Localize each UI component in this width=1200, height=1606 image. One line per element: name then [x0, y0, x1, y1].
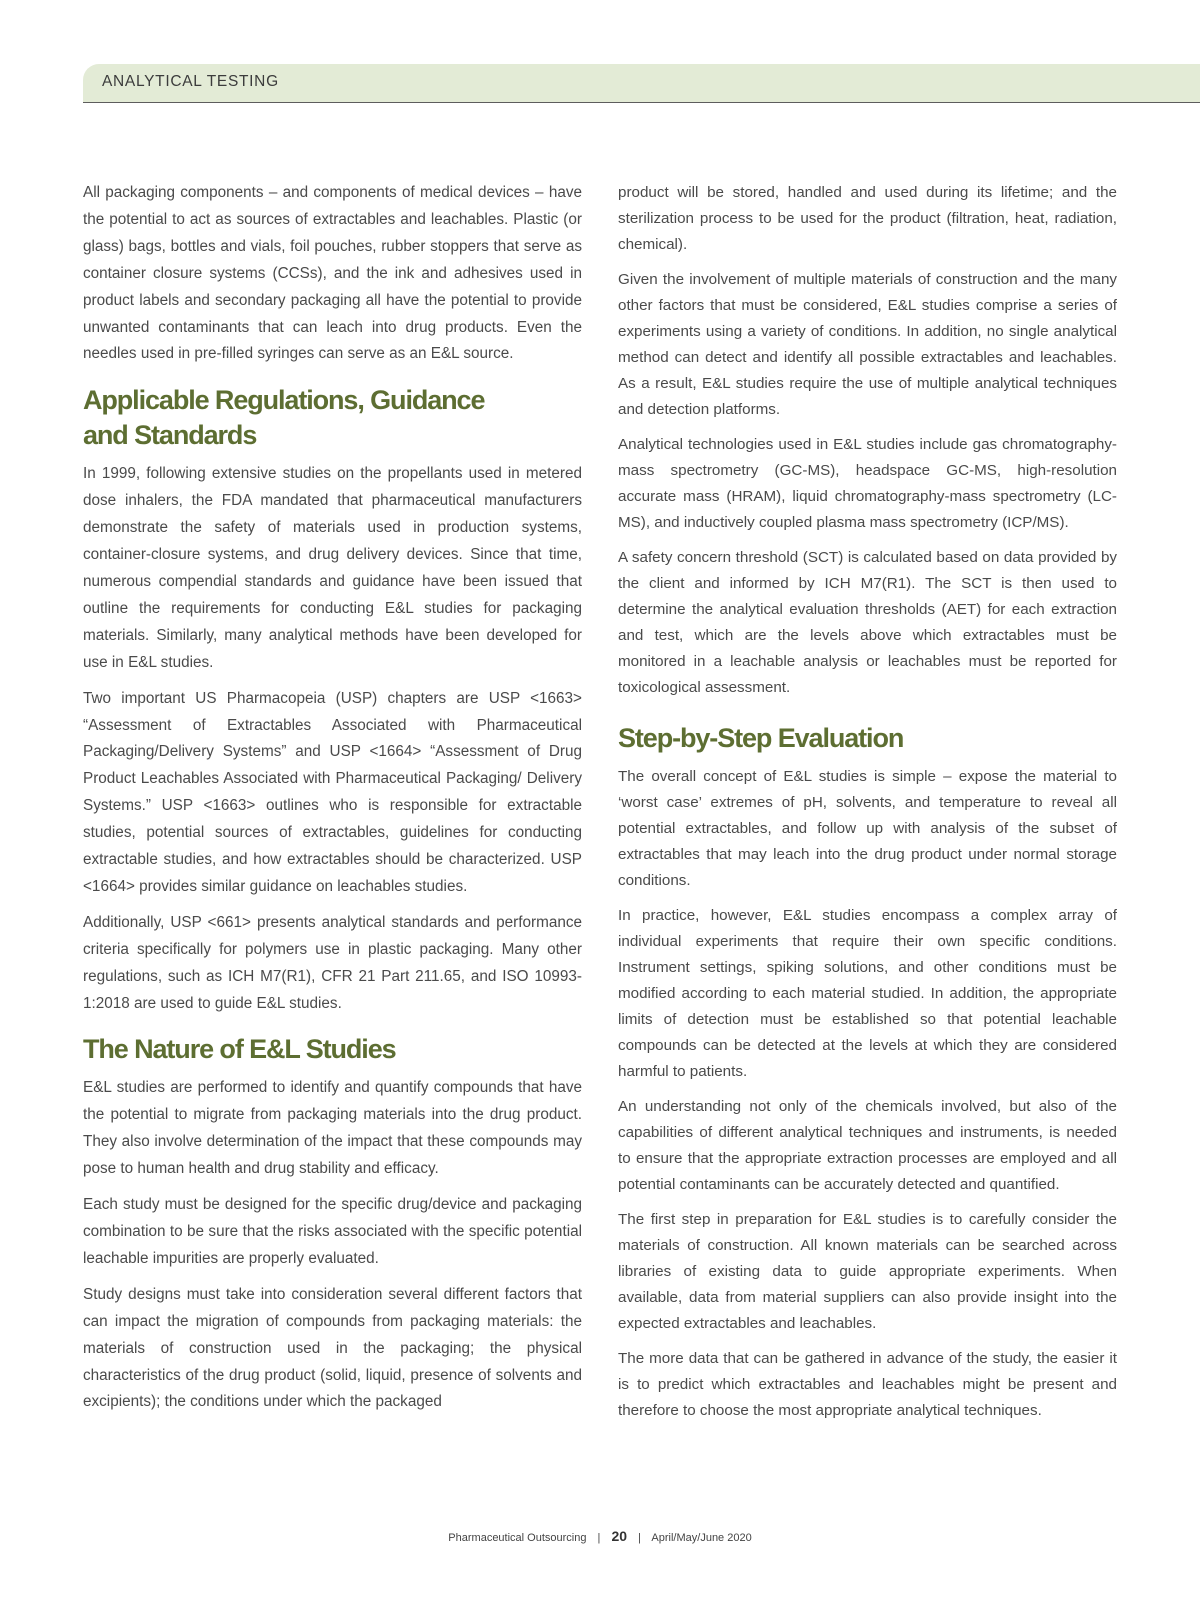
- page-number: 20: [611, 1528, 628, 1544]
- nature-paragraph-3: Study designs must take into consideration several different factors that can impact the migration of compounds from packaging materials: the materials of construction used in the packaging; the physical characteristics of the drug product (solid, liquid, presence of solvents and excipients); the conditions under which the packaged: [83, 1285, 582, 1411]
- right-column: [618, 180, 1117, 1433]
- step-paragraph-1: The overall concept of E&L studies is simple – expose the material to ‘worst case’ extremes of pH, solvents, and temperature to reveal all potential extractables, and follow up with analysis of the subset of extractables that may leach into the drug product under normal storage conditions.: [618, 768, 1117, 889]
- technologies-paragraph: Analytical technologies used in E&L studies include gas chromatography-mass spectrometry (GC-MS), headspace GC-MS, high-resolution accurate mass (HRAM), liquid chromatography-mass spectrometry (LC-MS), and inductively coupled plasma mass spectrometry (ICP/MS).: [618, 436, 1117, 531]
- step-paragraph-3: An understanding not only of the chemicals involved, but also of the capabilities of different analytical techniques and instruments, is needed to ensure that the appropriate extraction processes are employed and all potential contaminants can be accurately detected and quantified.: [618, 1098, 1117, 1193]
- footer-separator: |: [597, 1532, 601, 1544]
- intro-paragraph: All packaging components – and components of medical devices – have the potential to act as sources of extractables and leachables. Plastic (or glass) bags, bottles and vials, foil pouches, rubber stoppers that serve as container closure systems (CCSs), and the ink and adhesives used in product labels and secondary packaging all have the potential to provide unwanted contaminants that can leach into drug products. Even the needles used in pre-filled syringes can serve as an E&L source.: [83, 184, 582, 363]
- page-footer: [0, 1528, 1200, 1544]
- left-column: [83, 180, 582, 1425]
- step-paragraph-5: The more data that can be gathered in advance of the study, the easier it is to predict which extractables and leachables might be present and therefore to choose the most appropriate analytical techniques.: [618, 1350, 1117, 1419]
- heading-nature-of-el-studies: The Nature of E&L Studies: [83, 1034, 396, 1065]
- regulations-paragraph-2: Two important US Pharmacopeia (USP) chapters are USP <1663> “Assessment of Extractables Associated with Pharmaceutical Packaging/Delivery Systems” and USP <1664> “Assessment of Drug Product Leachables Associated with Pharmaceutical Packaging/ Delivery Systems.” USP <1663> outlines who is responsible for extractable studies, potential sources of extractables, guidelines for conducting extractable studies, and how extractables should be characterized. USP <1664> provides similar guidance on leachables studies.: [83, 689, 582, 895]
- step-paragraph-4: The first step in preparation for E&L studies is to carefully consider the materials of construction. All known materials can be searched across libraries of existing data to guide appropriate experiments. When available, data from material suppliers can also provide insight into the expected extractables and leachables.: [618, 1211, 1117, 1332]
- section-label: ANALYTICAL TESTING: [102, 73, 279, 90]
- nature-paragraph-1: E&L studies are performed to identify and quantify compounds that have the potential to migrate from packaging materials into the drug product. They also involve determination of the impact that these compounds may pose to human health and drug stability and efficacy.: [83, 1079, 582, 1178]
- issue-date: April/May/June 2020: [651, 1532, 752, 1544]
- step-paragraph-2: In practice, however, E&L studies encompass a complex array of individual experiments that require their own specific conditions. Instrument settings, spiking solutions, and other conditions must be modified according to each material studied. In addition, the appropriate limits of detection must be established so that potential leachable compounds can be detected at the levels at which they are considered harmful to patients.: [618, 907, 1117, 1080]
- materials-paragraph: Given the involvement of multiple materials of construction and the many other factors that must be considered, E&L studies comprise a series of experiments using a variety of conditions. In addition, no single analytical method can detect and identify all possible extractables and leachables. As a result, E&L studies require the use of multiple analytical techniques and detection platforms.: [618, 271, 1117, 418]
- regulations-paragraph-1: In 1999, following extensive studies on the propellants used in metered dose inhalers, the FDA mandated that pharmaceutical manufacturers demonstrate the safety of materials used in production systems, container-closure systems, and drug delivery devices. Since that time, numerous compendial standards and guidance have been issued that outline the requirements for conducting E&L studies for packaging materials. Similarly, many analytical methods have been developed for use in E&L studies.: [83, 465, 582, 671]
- heading-applicable-regulations: Applicable Regulations, Guidance and Standards: [83, 385, 485, 451]
- continued-paragraph: product will be stored, handled and used during its lifetime; and the sterilization process to be used for the product (filtration, heat, radiation, chemical).: [618, 184, 1117, 253]
- regulations-paragraph-3: Additionally, USP <661> presents analytical standards and performance criteria specifically for polymers use in plastic packaging. Many other regulations, such as ICH M7(R1), CFR 21 Part 211.65, and ISO 10993-1:2018 are used to guide E&L studies.: [83, 913, 582, 1012]
- heading-step-by-step-evaluation: Step-by-Step Evaluation: [618, 723, 904, 753]
- publication-name: Pharmaceutical Outsourcing: [448, 1532, 587, 1544]
- nature-paragraph-2: Each study must be designed for the specific drug/device and packaging combination to be sure that the risks associated with the specific potential leachable impurities are properly evaluated.: [83, 1196, 582, 1267]
- footer-separator: |: [638, 1532, 641, 1544]
- section-header-band: [83, 64, 1200, 103]
- threshold-paragraph: A safety concern threshold (SCT) is calculated based on data provided by the client and informed by ICH M7(R1). The SCT is then used to determine the analytical evaluation thresholds (AET) for each extraction and test, which are the levels above which extractables must be monitored in a leachable analysis or leachables must be reported for toxicological assessment.: [618, 549, 1117, 696]
